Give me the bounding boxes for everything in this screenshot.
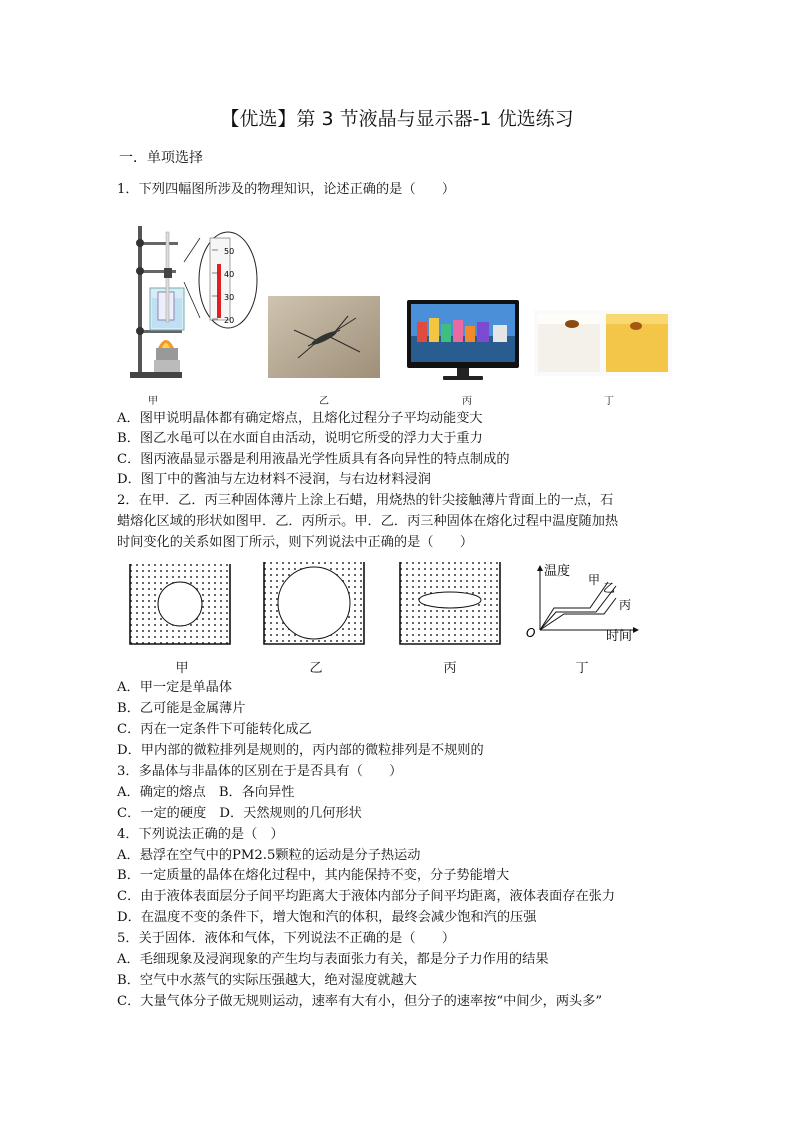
q2-stem-line: 2．在甲．乙．丙三种固体薄片上涂上石蜡，用烧热的针尖接触薄片背面上的一点，石	[117, 493, 614, 508]
graph-x-label: 时间	[606, 629, 633, 644]
q1-option-c: C．图丙液晶显示器是利用液晶光学性质具有各向异性的特点制成的	[117, 452, 510, 467]
q1-caption-yi: 乙	[319, 396, 329, 407]
section-heading: 一．单项选择	[119, 150, 203, 166]
q1-option-a: A．图甲说明晶体都有确定熔点，且熔化过程分子平均动能变大	[117, 411, 483, 426]
graph-origin-label: O	[526, 626, 536, 640]
q3-stem: 3．多晶体与非晶体的区别在于是否具有（ ）	[117, 764, 403, 779]
q1-stem: 1．下列四幅图所涉及的物理知识，论述正确的是（ ）	[117, 182, 456, 197]
q2-figure-jia-circle	[128, 562, 232, 646]
page-title: 【优选】第 3 节液晶与显示器-1 优选练习	[220, 108, 574, 130]
q1-caption-jia: 甲	[148, 396, 158, 407]
q2-option-d: D．甲内部的微粒排列是规则的，丙内部的微粒排列是不规则的	[117, 743, 484, 758]
q2-caption-ding: 丁	[575, 661, 589, 676]
q2-stem-line: 蜡熔化区域的形状如图甲．乙．丙所示。甲．乙．丙三种固体在熔化过程中温度随加热	[117, 514, 619, 529]
graph-y-label: 温度	[544, 564, 571, 579]
thermo-tick-label: 30	[224, 293, 235, 302]
q1-figure-thermometer-apparatus	[128, 222, 260, 384]
thermo-tick-label: 50	[224, 247, 235, 256]
q1-option-b: B．图乙水黾可以在水面自由活动，说明它所受的浮力大于重力	[117, 431, 483, 446]
q2-caption-yi: 乙	[309, 661, 323, 676]
q4-option-d: D．在温度不变的条件下，增大饱和汽的体积，最终会减少饱和汽的压强	[117, 910, 537, 925]
q2-figure-yi-circle	[262, 560, 366, 646]
q4-option-c: C．由于液体表面层分子间平均距离大于液体内部分子间平均距离，液体表面存在张力	[117, 889, 616, 904]
q2-figure-bing-ellipse	[398, 560, 502, 646]
q2-caption-jia: 甲	[175, 661, 189, 676]
q2-option-c: C．丙在一定条件下可能转化成乙	[117, 722, 312, 737]
graph-curve-label: 乙	[603, 581, 616, 595]
q3-options-row: A．确定的熔点 B．各向异性	[117, 785, 295, 800]
q5-option-c: C．大量气体分子做无规则运动，速率有大有小，但分子的速率按“中间少，两头多”	[117, 994, 603, 1009]
q1-figure-lcd-monitor	[405, 298, 521, 384]
q4-option-a: A．悬浮在空气中的PM2.5颗粒的运动是分子热运动	[117, 848, 421, 863]
q2-stem-line: 时间变化的关系如图丁所示，则下列说法中正确的是（ ）	[117, 535, 474, 550]
q2-option-a: A．甲一定是单晶体	[117, 680, 233, 695]
q1-figure-water-strider	[268, 296, 380, 378]
q2-caption-bing: 丙	[443, 661, 457, 676]
q1-figure-soy-sauce-blocks	[534, 310, 672, 376]
q5-option-b: B．空气中水蒸气的实际压强越大，绝对湿度就越大	[117, 973, 417, 988]
q4-stem: 4．下列说法正确的是（ ）	[117, 827, 284, 842]
q1-option-d: D．图丁中的酱油与左边材料不浸润，与右边材料浸润	[117, 472, 431, 487]
q1-caption-ding: 丁	[604, 396, 614, 407]
q1-caption-bing: 丙	[462, 396, 472, 407]
thermo-tick-label: 40	[224, 270, 235, 279]
q4-option-b: B．一定质量的晶体在熔化过程中，其内能保持不变，分子势能增大	[117, 868, 510, 883]
q3-options-row: C．一定的硬度 D．天然规则的几何形状	[117, 806, 362, 821]
q2-option-b: B．乙可能是金属薄片	[117, 701, 246, 716]
thermo-tick-label: 20	[224, 316, 235, 325]
q5-option-a: A．毛细现象及浸润现象的产生均与表面张力有关，都是分子力作用的结果	[117, 952, 549, 967]
q5-stem: 5．关于固体．液体和气体，下列说法不正确的是（ ）	[117, 931, 456, 946]
graph-curve-label: 甲	[588, 573, 601, 587]
graph-curve-label: 丙	[619, 598, 632, 612]
q2-figure-ding-graph	[524, 560, 642, 644]
